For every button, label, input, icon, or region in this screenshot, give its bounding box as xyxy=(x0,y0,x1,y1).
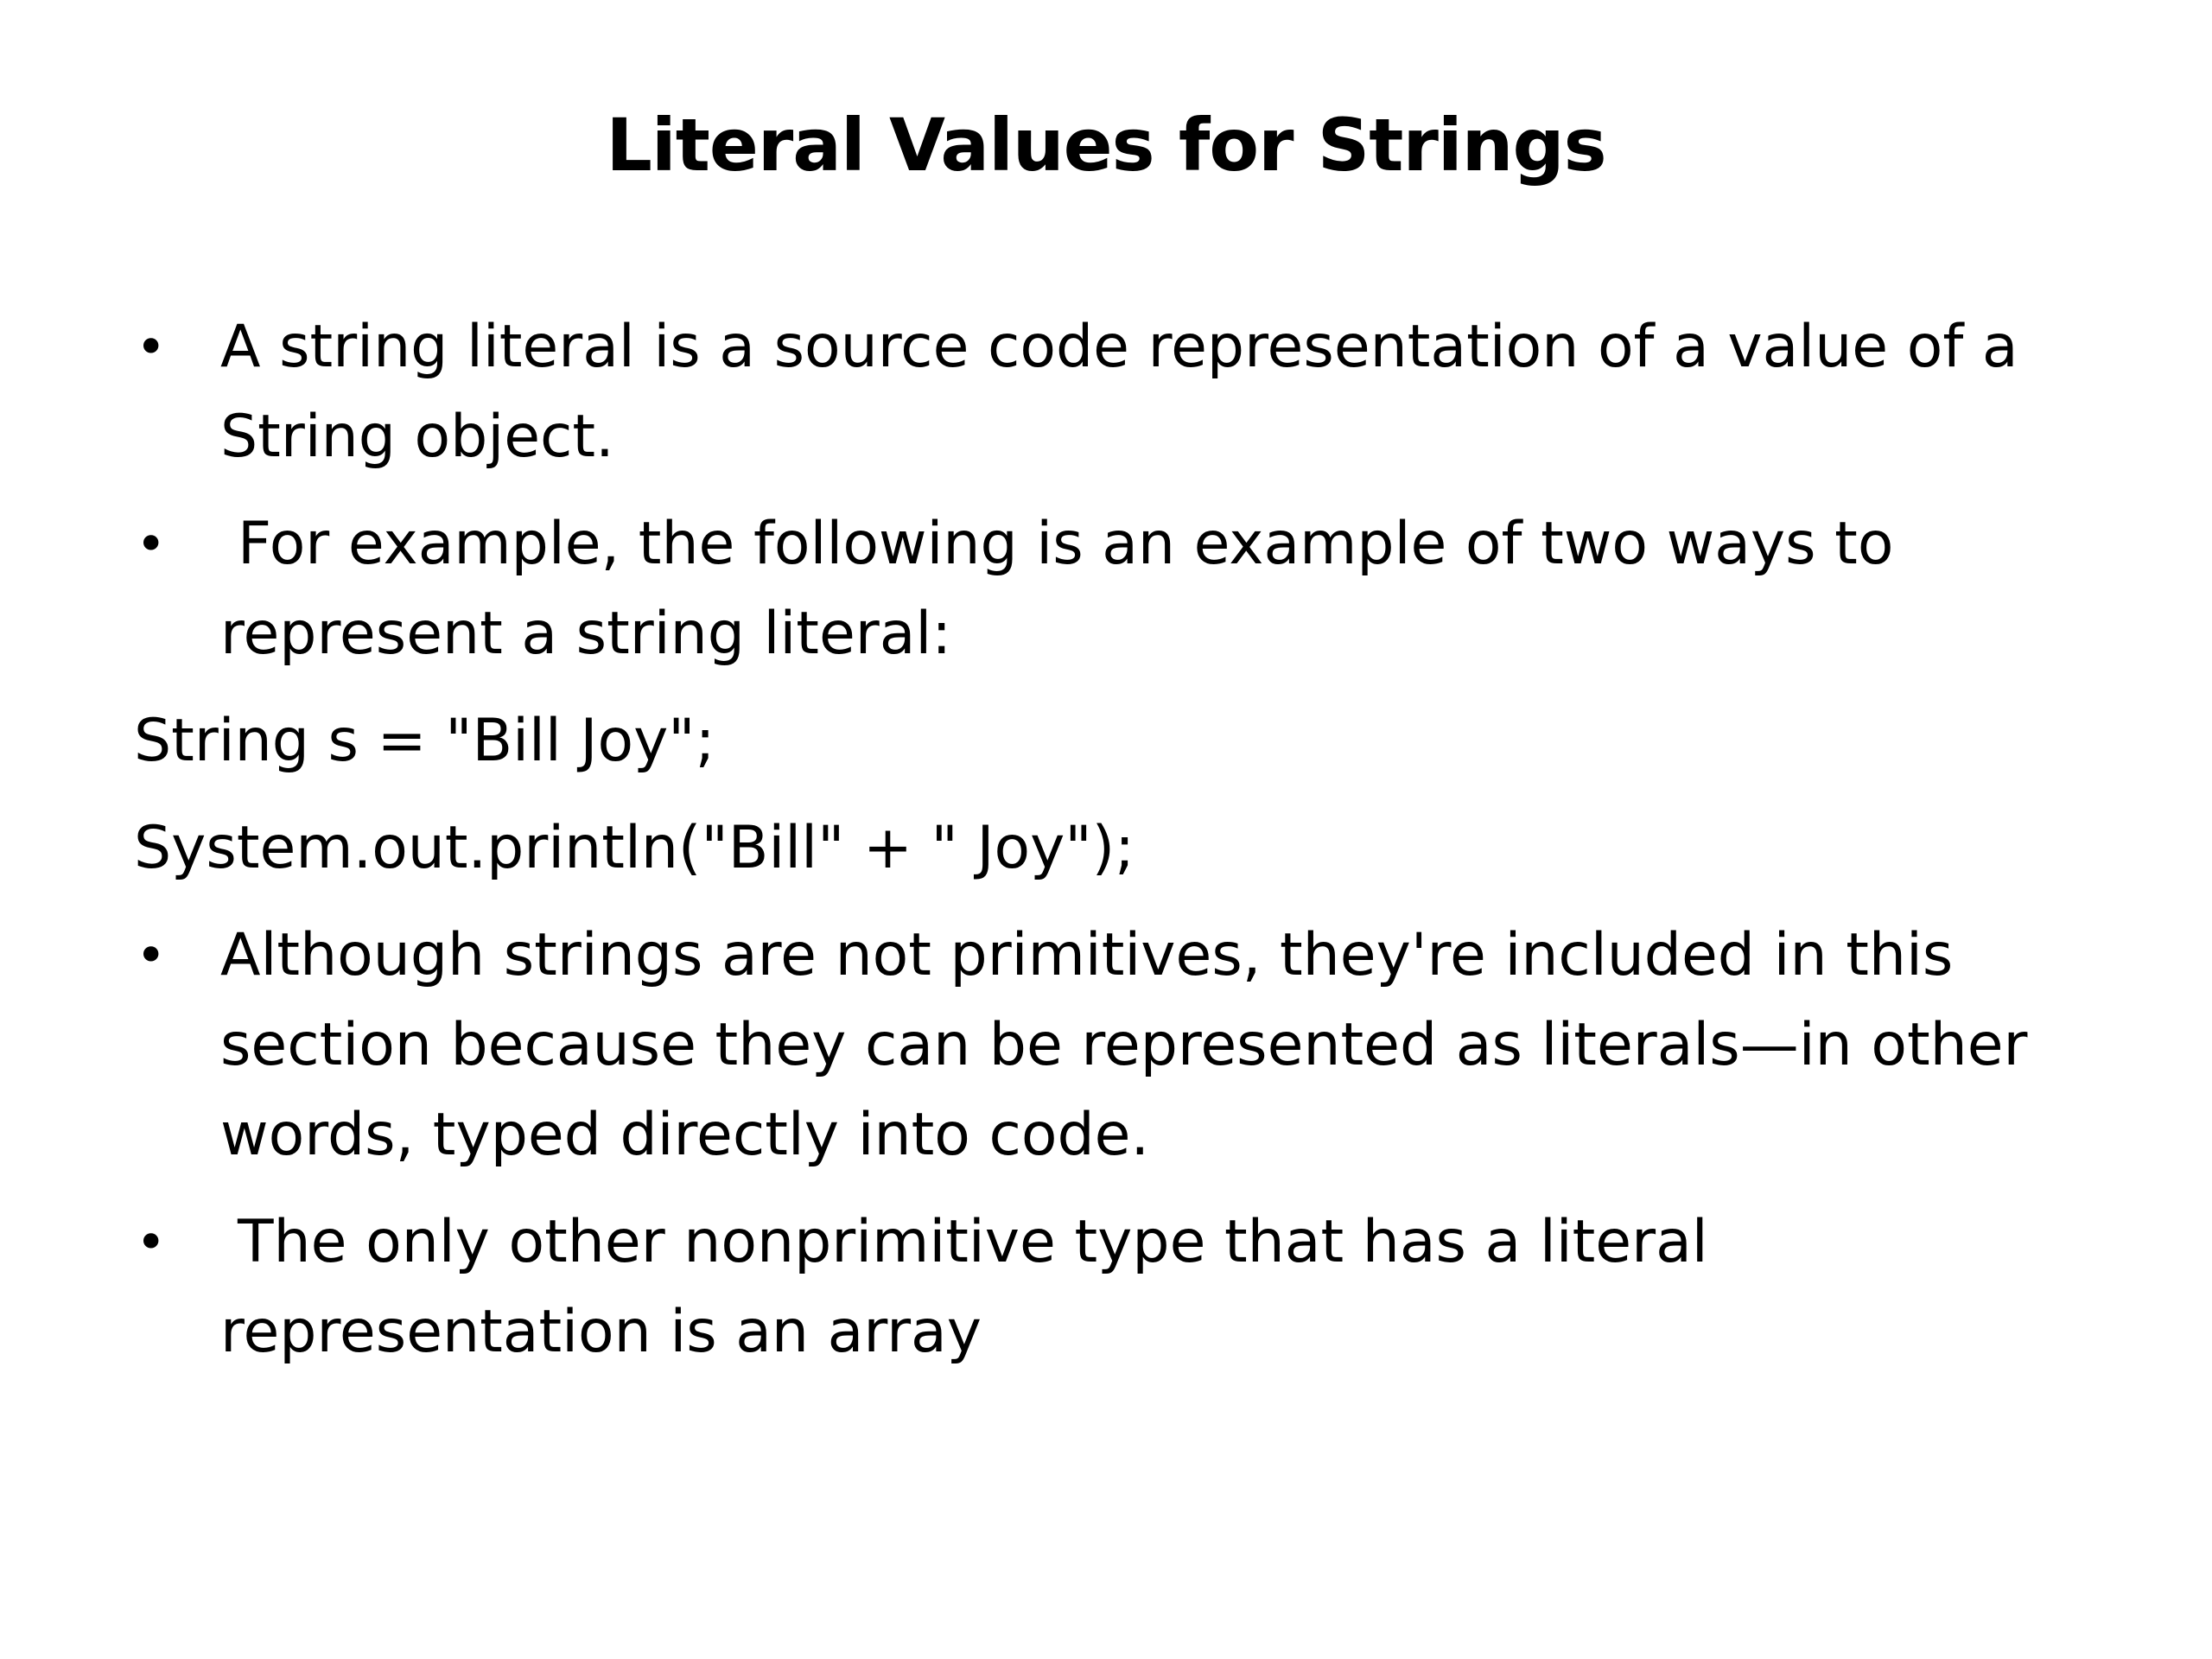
bullet-icon: • xyxy=(136,925,167,986)
slide-title: Literal Values for Strings xyxy=(606,103,1606,188)
bullet-text: For example, the following is an example of two ways to represent a string literal: xyxy=(220,510,1894,668)
bullet-item xyxy=(134,499,2121,679)
bullet-text: A string literal is a source code representation of a value of a String object. xyxy=(220,313,2018,471)
bullet-item xyxy=(134,302,2121,482)
code-line: String s = "Bill Joy"; xyxy=(134,707,715,775)
bullet-text: Although strings are not primitives, they're included in this section because they can be represented as literals—in other words, typed directly into code. xyxy=(220,921,2028,1169)
slide-body xyxy=(134,302,2121,1395)
bullet-text: The only other nonprimitive type that has a literal representation is an array xyxy=(220,1208,1708,1366)
bullet-item xyxy=(134,1198,2121,1377)
bullet-icon: • xyxy=(136,514,167,575)
bullet-icon: • xyxy=(136,317,167,378)
bullet-icon: • xyxy=(136,1212,167,1273)
bullet-item xyxy=(134,911,2121,1180)
code-line: System.out.println("Bill" + " Joy"); xyxy=(134,814,1135,882)
